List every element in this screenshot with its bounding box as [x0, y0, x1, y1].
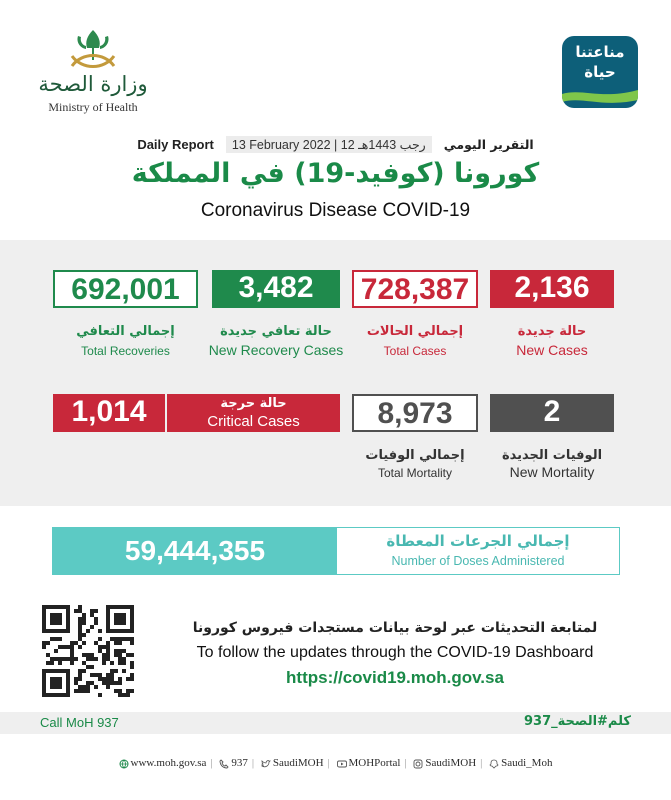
report-label-en: Daily Report: [137, 137, 214, 152]
phone-icon: [219, 759, 229, 769]
logo-name-ar: وزارة الصحة: [38, 72, 148, 96]
critical-cases-label: [167, 394, 340, 432]
separator: |: [404, 757, 407, 769]
total-cases-label-ar: إجمالي الحالات: [366, 324, 464, 339]
call-bar: [0, 712, 671, 734]
phone-link[interactable]: [219, 757, 248, 769]
badge-line-2: حياة: [584, 63, 616, 81]
follow-text-ar: لمتابعة التحديثات عبر لوحة بيانات مستجدات فيروس كورونا: [192, 620, 598, 636]
total-cases-label-en: Total Cases: [383, 344, 447, 358]
new-recovery-label-en: New Recovery Cases: [208, 342, 344, 358]
separator: |: [251, 757, 255, 769]
doses-value: 59,444,355: [53, 528, 337, 574]
phone-text: 937: [231, 757, 248, 770]
snapchat-link[interactable]: [489, 757, 552, 769]
page-title-ar: كورونا (كوفيد-19) في المملكة: [131, 158, 540, 189]
social-links: [0, 757, 671, 769]
twitter-icon: [261, 759, 271, 769]
new-cases-value: 2,136: [490, 270, 614, 308]
separator: |: [480, 757, 483, 769]
stats-panel: [0, 240, 671, 506]
badge-line-1: مناعتنا: [575, 43, 625, 61]
badge-wave-icon: [562, 86, 638, 108]
separator: |: [210, 757, 213, 769]
critical-cases-label-en: Critical Cases: [207, 413, 300, 430]
youtube-link[interactable]: [337, 757, 401, 769]
logo-name-en: Ministry of Health: [48, 100, 138, 114]
report-date: 13 February 2022 | 12 رجب 1443هـ: [226, 136, 432, 153]
twitter-link[interactable]: [261, 757, 324, 769]
separator: |: [327, 757, 330, 769]
instagram-text: SaudiMOH: [425, 757, 477, 770]
new-mortality-label-en: New Mortality: [509, 464, 595, 480]
new-mortality-value: 2: [490, 394, 614, 432]
twitter-text: SaudiMOH: [272, 757, 324, 770]
call-moh-en: Call MoH 937: [40, 715, 119, 730]
total-recoveries-label-en: Total Recoveries: [81, 344, 170, 358]
total-mortality-label-en: Total Mortality: [377, 466, 453, 480]
qr-code-icon: [42, 605, 134, 697]
globe-icon: [119, 759, 129, 769]
new-cases-label-ar: حالة جديدة: [517, 324, 587, 339]
portal-text: MOHPortal: [348, 757, 401, 770]
new-recovery-value: 3,482: [212, 270, 340, 308]
new-recovery-label-ar: حالة تعافي جديدة: [220, 324, 332, 339]
doses-label-ar: إجمالي الجرعات المعطاة: [386, 532, 570, 550]
dashboard-link[interactable]: https://covid19.moh.gov.sa: [286, 668, 504, 687]
doses-panel: [52, 527, 620, 575]
call-moh-ar: كلم#الصحة_937: [524, 714, 631, 729]
youtube-icon: [337, 759, 347, 769]
total-cases-value: 728,387: [352, 270, 478, 308]
new-mortality-label-ar: الوفيات الجديدة: [501, 448, 603, 463]
moh-emblem-icon: [68, 26, 118, 70]
page-title-en: Coronavirus Disease COVID-19: [200, 200, 471, 221]
instagram-icon: [413, 759, 423, 769]
new-cases-label-en: New Cases: [516, 342, 588, 358]
snapchat-text: Saudi_Moh: [501, 757, 553, 770]
total-mortality-label-ar: إجمالي الوفيات: [365, 448, 465, 463]
total-recoveries-value: 692,001: [53, 270, 198, 308]
report-line: [0, 136, 671, 156]
moh-logo: [28, 26, 158, 122]
snapchat-icon: [489, 759, 499, 769]
report-label-ar: التقرير اليومي: [443, 137, 534, 152]
follow-text-en: To follow the updates through the COVID-19 Dashboard: [196, 644, 594, 661]
doses-label-en: Number of Doses Administered: [391, 554, 565, 568]
total-mortality-value: 8,973: [352, 394, 478, 432]
critical-cases-label-ar: حالة حرجة: [220, 396, 287, 411]
instagram-link[interactable]: [413, 757, 476, 769]
critical-cases-value: 1,014: [53, 394, 165, 432]
immunity-badge: [562, 36, 638, 108]
total-recoveries-label-ar: إجمالي التعافي: [76, 324, 175, 339]
website-link[interactable]: [119, 757, 207, 769]
badge-text: [562, 42, 638, 82]
website-text: www.moh.gov.sa: [130, 757, 207, 770]
